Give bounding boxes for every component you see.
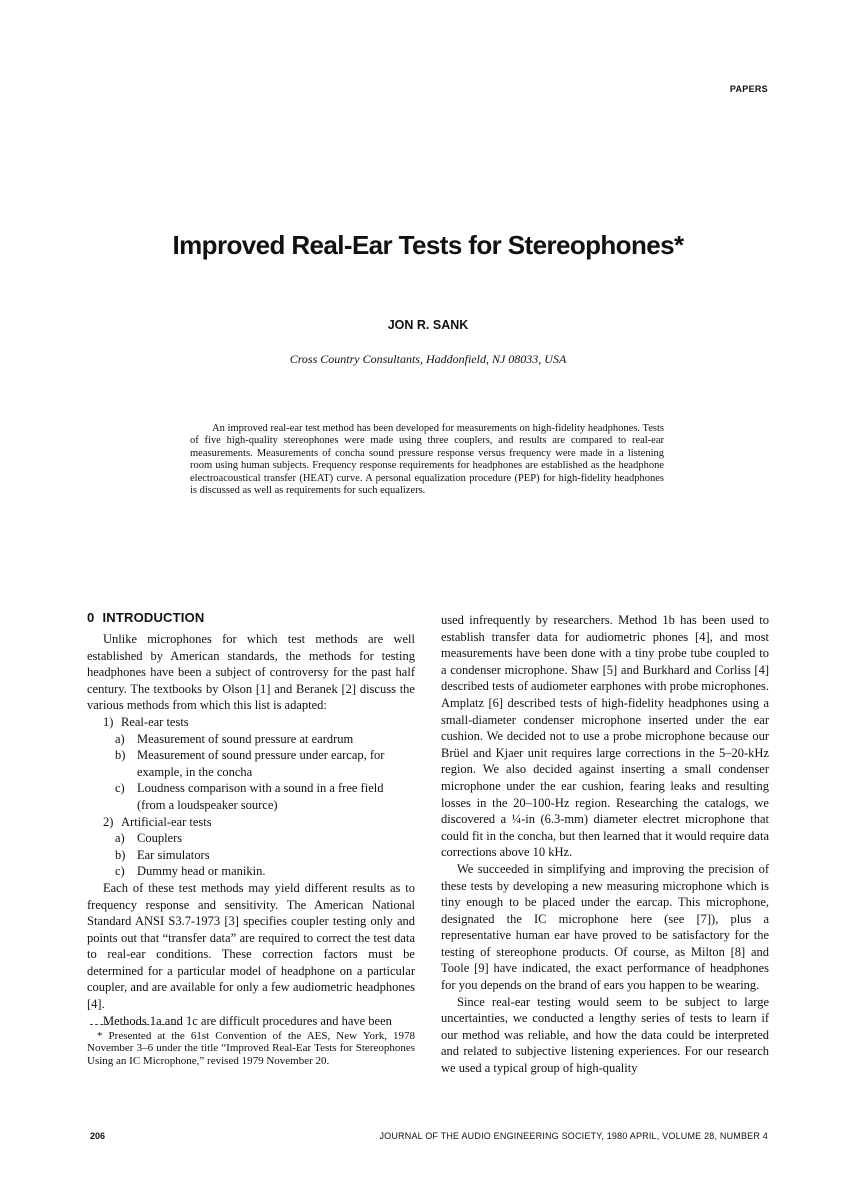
list-marker: c)	[115, 864, 125, 879]
list-subitem-text: Measurement of sound pressure at eardrum	[137, 731, 354, 746]
list-subitem-text: Dummy head or manikin.	[137, 864, 266, 879]
list-marker: 1)	[103, 714, 114, 729]
intro-paragraph-5: We succeeded in simplifying and improving the precision of these tests by developing a new measuring microphone which is tiny enough to be placed under the earcap. This microphone, designated the IC microphone here (see [7]), plus a representative human ear have proved to be satisfactory for the testing of stereophone products. Of course, as Milton [8] and Toole [9] have indicated, the exact performance of headphones for you depends on the brand of ears you happen to be wearing.	[441, 861, 769, 993]
list-subitem	[87, 863, 415, 880]
list-item	[87, 814, 415, 831]
section-title: INTRODUCTION	[102, 610, 205, 625]
list-subitem	[87, 830, 415, 847]
list-subitem	[87, 847, 415, 864]
author-affiliation: Cross Country Consultants, Haddonfield, NJ 08033, USA	[289, 352, 567, 366]
paper-title: Improved Real-Ear Tests for Stereophones*	[172, 230, 684, 260]
list-subitem-text: Couplers	[137, 831, 183, 846]
footnote: * Presented at the 61st Convention of the AES, New York, 1978 November 3–6 under the title “Improved Real-Ear Tests for Stereophones Using an IC Microphone,” revised 1979 November 20.	[87, 1030, 415, 1067]
intro-paragraph-3: Methods 1a and 1c are difficult procedures and have been	[103, 1013, 392, 1028]
section-number: 0	[87, 610, 95, 625]
footnote-divider	[90, 1024, 180, 1025]
list-marker: b)	[115, 847, 126, 862]
page-number: 206	[90, 1131, 106, 1141]
author-name: JON R. SANK	[387, 318, 469, 332]
list-subitem-text: Measurement of sound pressure under earcap, for example, in the concha	[137, 748, 385, 779]
list-item-label: Artificial-ear tests	[121, 814, 212, 829]
intro-paragraph-continued: used infrequently by researchers. Method 1b has been used to establish transfer data for audiometric phones [4], and most measurements have been done with a tiny probe tube coupled to a condenser microphone. Shaw [5] and Burkhard and Corliss [4] described tests of audiometer earphones with probe microphones. Amplatz [6] described tests of high-fidelity headphones using a small-diameter condenser microphone inserted under the ear cushion. We decided not to use a probe microphone because our Brüel and Kjaer unit requires large corrections in the 5–20-kHz region. We also decided against inserting a small condenser microphone under the ear cushion, fearing leaks and resulting losses in the 20–100-Hz region. Researching the catalogs, we discovered a ¼-in (6.3-mm) diameter electret microphone that could fit in the concha, but then learned that it would require data corrections above 10 kHz.	[441, 613, 769, 860]
section-heading	[87, 610, 415, 625]
journal-citation: JOURNAL OF THE AUDIO ENGINEERING SOCIETY, 1980 APRIL, VOLUME 28, NUMBER 4	[379, 1131, 768, 1141]
list-marker: c)	[115, 781, 125, 796]
intro-paragraph-1: Unlike microphones for which test methods are well established by American standards, the methods for testing headphones have been a subject of controversy for the past half century. The textbooks by Olson [1] and Beranek [2] discuss the various methods from which this list is adapted:	[87, 632, 415, 713]
list-subitem-text: Ear simulators	[137, 847, 210, 862]
list-marker: 2)	[103, 814, 114, 829]
list-item-label: Real-ear tests	[121, 714, 189, 729]
left-column	[87, 610, 415, 1029]
list-marker: a)	[115, 731, 125, 746]
list-item	[87, 714, 415, 731]
right-column	[441, 612, 769, 1077]
abstract: An improved real-ear test method has been developed for measurements on high-fidelity headphones. Tests of five high-quality stereophones were made using three couplers, and results are compared to real-ear measurements. Measurements of concha sound pressure response versus frequency were made in a listening room using human subjects. Frequency response requirements for headphones are established as the headphone electroacoustical transfer (HEAT) curve. A personal equalization procedure (PEP) for high-fidelity headphones is discussed as well as requirements for such equalizers.	[190, 423, 664, 497]
list-marker: a)	[115, 831, 125, 846]
test-methods-list	[87, 714, 415, 880]
list-subitem	[87, 731, 415, 748]
list-subitem	[87, 780, 415, 813]
list-marker: b)	[115, 748, 126, 763]
list-subitem	[87, 747, 415, 780]
intro-paragraph-6: Since real-ear testing would seem to be subject to large uncertainties, we conducted a lengthy series of tests to learn if our method was reliable, and how the data could be interpreted and related to subjective listening experiences. For our research we used a typical group of high-quality	[441, 994, 769, 1076]
section-label: PAPERS	[729, 84, 768, 94]
list-subitem-text: Loudness comparison with a sound in a free field (from a loudspeaker source)	[137, 781, 384, 812]
intro-paragraph-2: Each of these test methods may yield different results as to frequency response and sensitivity. The American National Standard ANSI S3.7-1973 [3] specifies coupler testing only and points out that “transfer data” are required to correct the test data to real-ear conditions. These correction factors must be determined for a particular model of headphone on a particular coupler, and are available for only a few audiometric headphones [4].	[87, 880, 415, 1012]
